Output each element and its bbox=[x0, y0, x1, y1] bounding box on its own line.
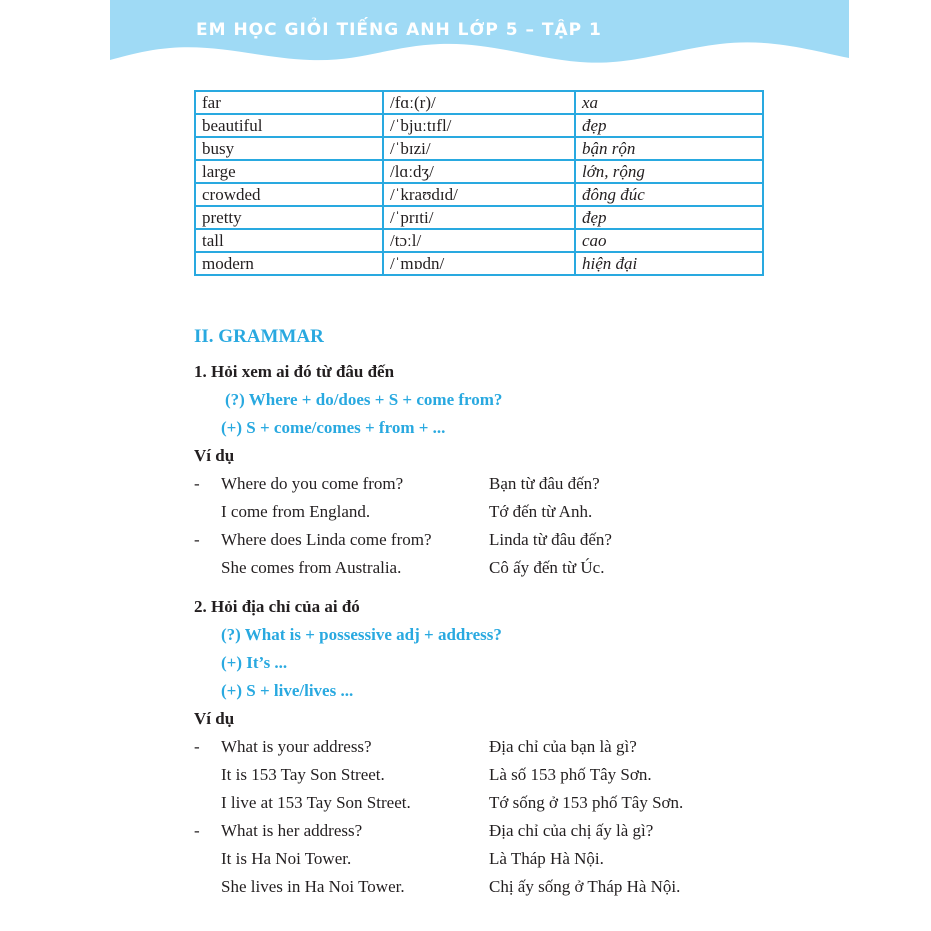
example-vietnamese: Địa chỉ của bạn là gì? bbox=[489, 737, 637, 756]
example-bullet: - bbox=[194, 530, 200, 549]
vocab-word: busy bbox=[195, 137, 383, 160]
vocab-ipa: /ˈkraʊdɪd/ bbox=[383, 183, 575, 206]
example-vietnamese: Tớ sống ở 153 phố Tây Sơn. bbox=[489, 793, 684, 812]
example-english: What is your address? bbox=[221, 737, 372, 756]
vocab-word: large bbox=[195, 160, 383, 183]
vocab-meaning: hiện đại bbox=[575, 252, 763, 275]
example-vietnamese: Chị ấy sống ở Tháp Hà Nội. bbox=[489, 877, 681, 896]
vocab-word: pretty bbox=[195, 206, 383, 229]
section-1-example-label: Ví dụ bbox=[194, 446, 235, 465]
example-english: Where does Linda come from? bbox=[221, 530, 432, 549]
example-english: She comes from Australia. bbox=[221, 558, 402, 577]
vocab-meaning: cao bbox=[575, 229, 763, 252]
section-1-title: 1. Hỏi xem ai đó từ đâu đến bbox=[194, 362, 395, 381]
vocab-ipa: /ˈmɒdn/ bbox=[383, 252, 575, 275]
example-vietnamese: Tớ đến từ Anh. bbox=[489, 502, 593, 521]
example-bullet: - bbox=[194, 737, 200, 756]
vocab-ipa: /fɑː(r)/ bbox=[383, 91, 575, 114]
section-2-formula-live: (+) S + live/lives ... bbox=[221, 681, 354, 700]
vocab-word: modern bbox=[195, 252, 383, 275]
example-vietnamese: Cô ấy đến từ Úc. bbox=[489, 558, 605, 577]
vocab-row bbox=[195, 206, 763, 229]
vocab-word: far bbox=[195, 91, 383, 114]
vocab-row bbox=[195, 160, 763, 183]
vocab-meaning: đẹp bbox=[575, 114, 763, 137]
book-title: EM HỌC GIỎI TIẾNG ANH LỚP 5 – TẬP 1 bbox=[196, 20, 602, 40]
vocab-ipa: /tɔːl/ bbox=[383, 229, 575, 252]
example-vietnamese: Là Tháp Hà Nội. bbox=[489, 849, 604, 868]
vocab-meaning: bận rộn bbox=[575, 137, 763, 160]
vocab-meaning: xa bbox=[575, 91, 763, 114]
vocabulary-table bbox=[194, 90, 764, 276]
example-vietnamese: Bạn từ đâu đến? bbox=[489, 474, 600, 493]
vocab-ipa: /ˈbjuːtɪfl/ bbox=[383, 114, 575, 137]
vocab-ipa: /ˈprɪti/ bbox=[383, 206, 575, 229]
vocab-meaning: đẹp bbox=[575, 206, 763, 229]
example-english: I come from England. bbox=[221, 502, 371, 521]
section-2-formula-its: (+) It’s ... bbox=[221, 653, 288, 672]
section-2-title: 2. Hỏi địa chỉ của ai đó bbox=[194, 597, 360, 616]
example-english: She lives in Ha Noi Tower. bbox=[221, 877, 405, 896]
wave-decoration bbox=[110, 0, 849, 90]
example-english: It is 153 Tay Son Street. bbox=[221, 765, 385, 784]
section-1-formula-answer: (+) S + come/comes + from + ... bbox=[221, 418, 446, 437]
example-vietnamese: Linda từ đâu đến? bbox=[489, 530, 612, 549]
vocab-meaning: đông đúc bbox=[575, 183, 763, 206]
vocab-word: tall bbox=[195, 229, 383, 252]
example-english: What is her address? bbox=[221, 821, 363, 840]
vocab-row bbox=[195, 137, 763, 160]
example-english: Where do you come from? bbox=[221, 474, 404, 493]
section-2-formula-question: (?) What is + possessive adj + address? bbox=[221, 625, 502, 644]
vocab-word: crowded bbox=[195, 183, 383, 206]
vocab-ipa: /ˈbɪzi/ bbox=[383, 137, 575, 160]
vocab-row bbox=[195, 183, 763, 206]
vocab-word: beautiful bbox=[195, 114, 383, 137]
section-1-formula-question: (?) Where + do/does + S + come from? bbox=[225, 390, 503, 409]
vocab-row bbox=[195, 91, 763, 114]
vocab-ipa: /lɑːdʒ/ bbox=[383, 160, 575, 183]
header-banner bbox=[110, 0, 849, 90]
example-vietnamese: Là số 153 phố Tây Sơn. bbox=[489, 765, 652, 784]
example-english: It is Ha Noi Tower. bbox=[221, 849, 352, 868]
vocab-row bbox=[195, 114, 763, 137]
grammar-heading: II. GRAMMAR bbox=[194, 326, 324, 347]
example-vietnamese: Địa chỉ của chị ấy là gì? bbox=[489, 821, 654, 840]
vocab-row bbox=[195, 252, 763, 275]
section-2-example-label: Ví dụ bbox=[194, 709, 235, 728]
vocab-meaning: lớn, rộng bbox=[575, 160, 763, 183]
example-bullet: - bbox=[194, 821, 200, 840]
example-english: I live at 153 Tay Son Street. bbox=[221, 793, 411, 812]
vocab-row bbox=[195, 229, 763, 252]
book-page bbox=[110, 0, 849, 931]
example-bullet: - bbox=[194, 474, 200, 493]
